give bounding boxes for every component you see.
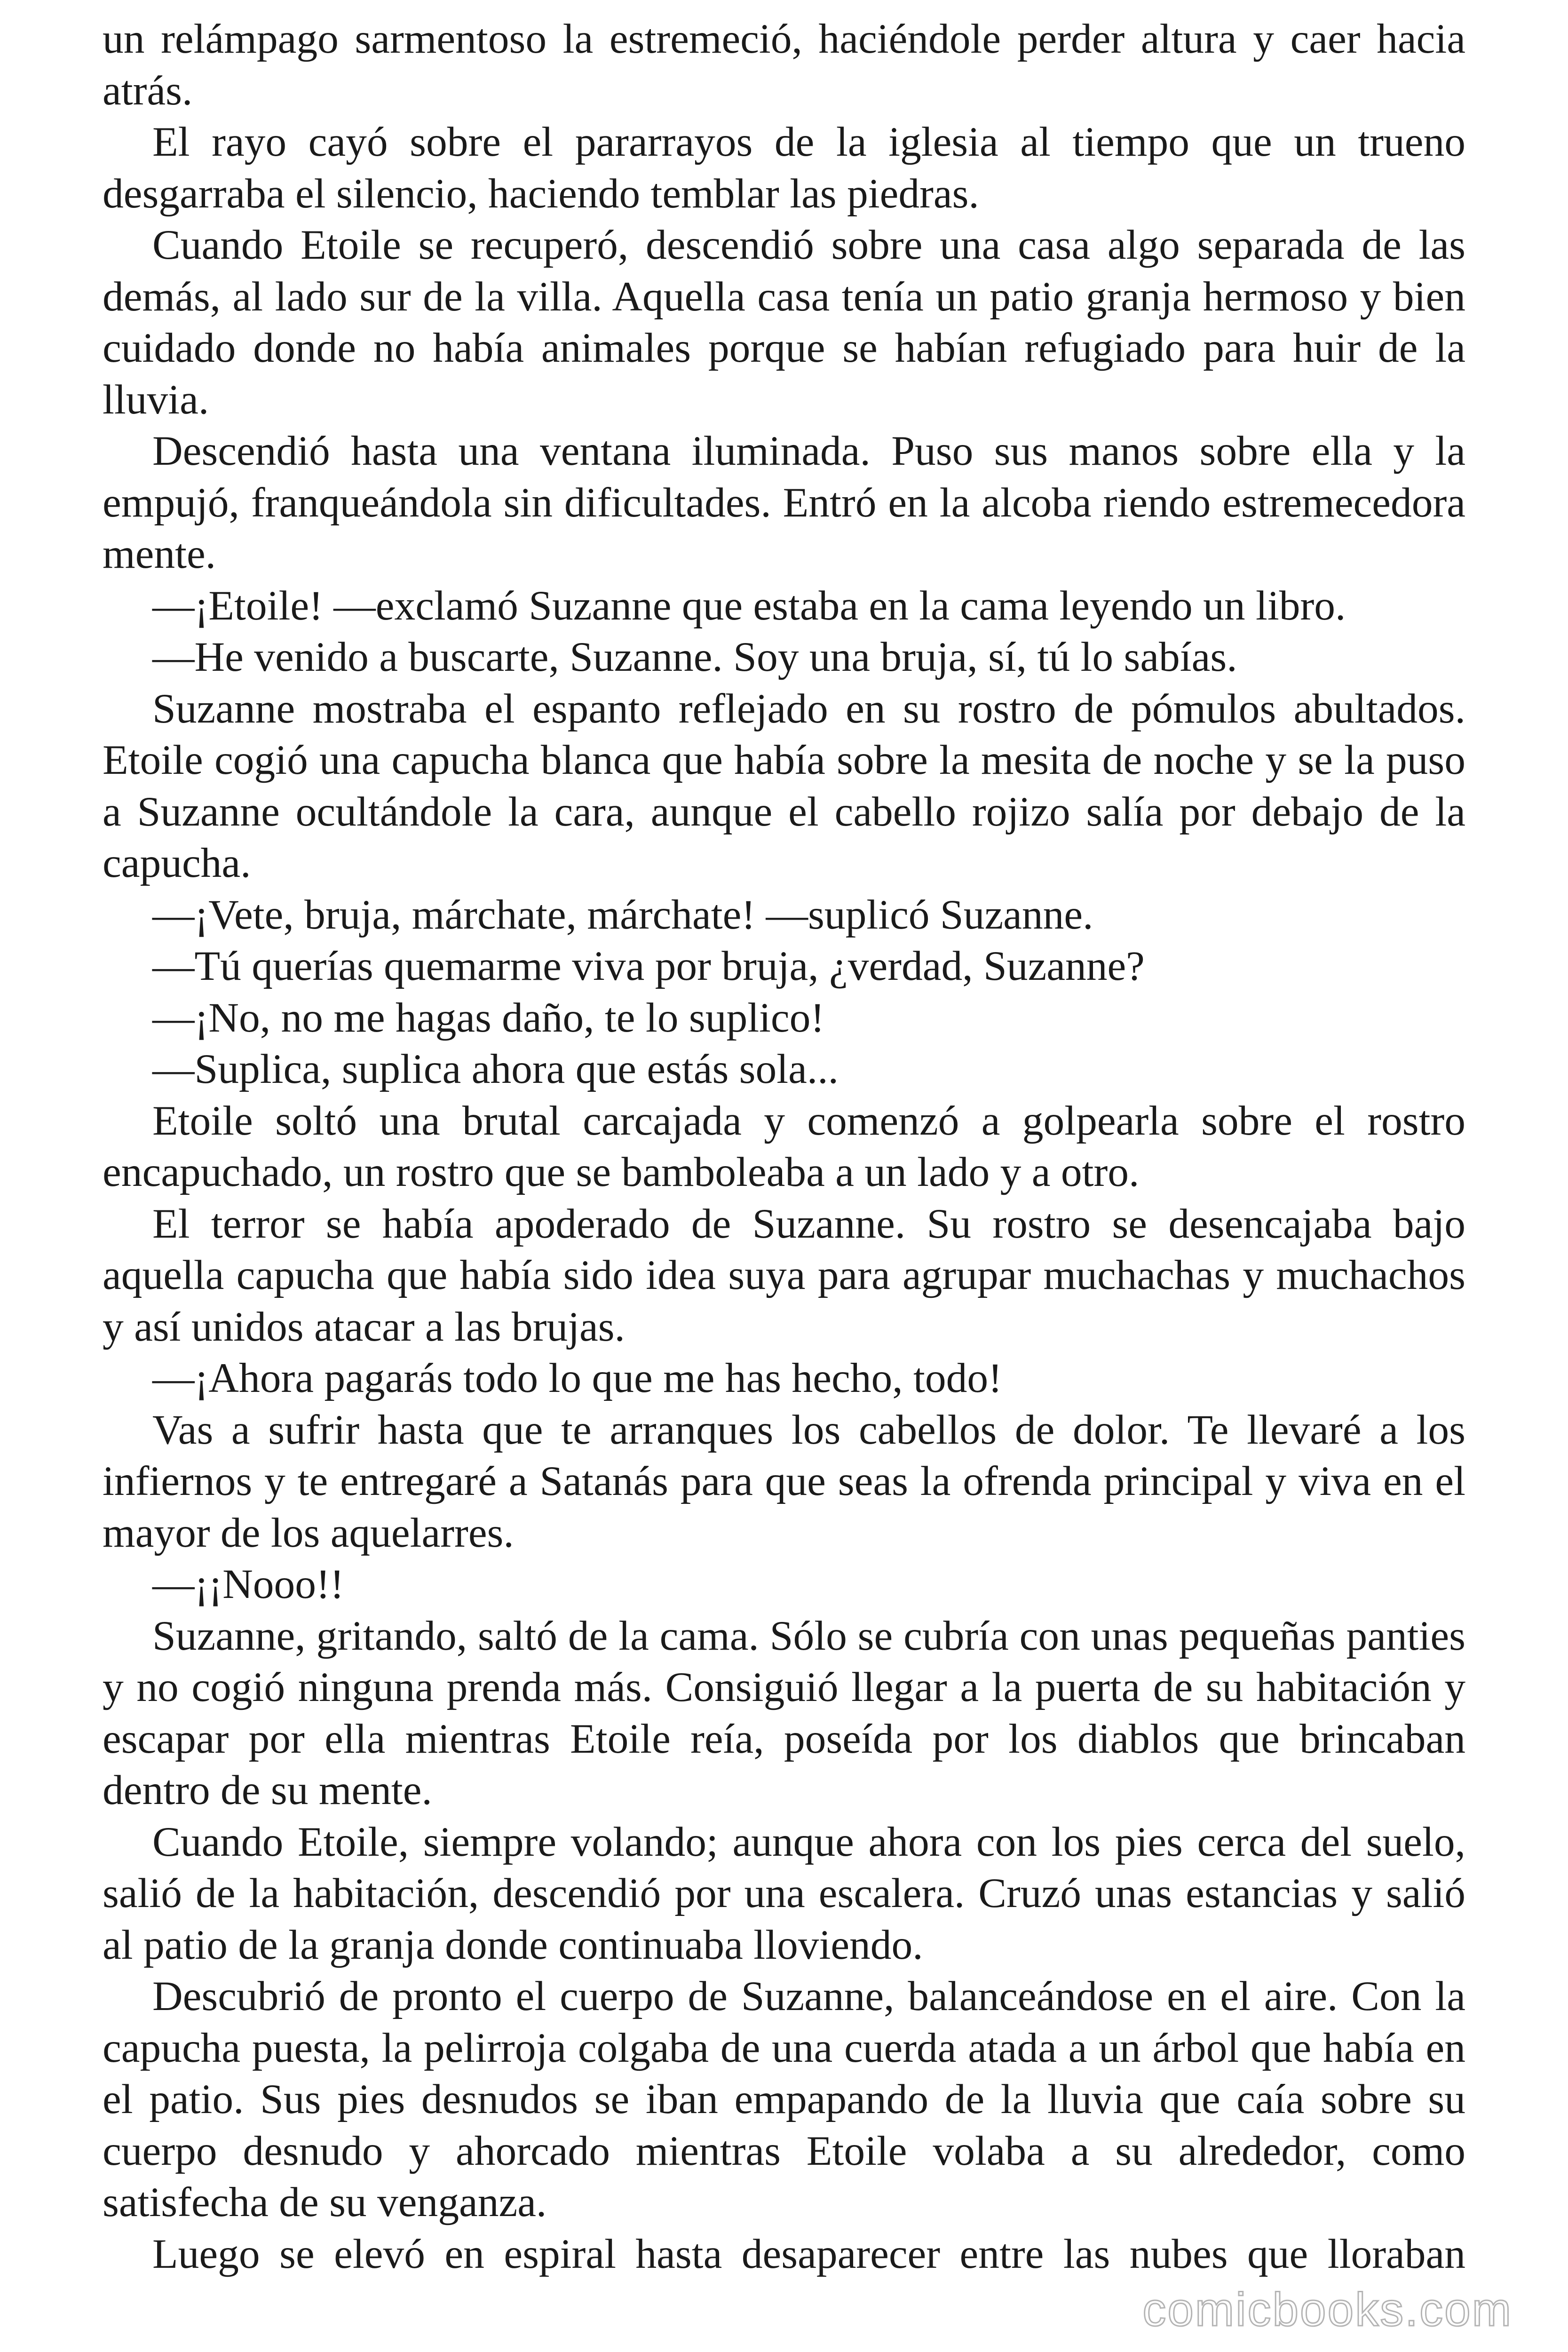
dialogue-line: —¡¡Nooo!! [152, 1561, 344, 1607]
paragraph: Suzanne, gritando, saltó de la cama. Sólo se cubría con unas pequeñas panties y no cogió ninguna prenda más. Consiguió llegar a la puerta de su habitación y escapar por ella mientras Etoile reía, poseída por los diablos que brincaban dentro de su mente. [103, 1612, 1465, 1813]
dialogue-line: —He venido a buscarte, Suzanne. Soy una bruja, sí, tú lo sabías. [152, 634, 1237, 680]
paragraph: Cuando Etoile se recuperó, descendió sobre una casa algo separada de las demás, al lado sur de la villa. Aquella casa tenía un patio granja hermoso y bien cuidado donde no había animales porque se habían refugiado para huir de la lluvia. [103, 222, 1465, 423]
paragraph: El terror se había apoderado de Suzanne. Su rostro se desencajaba bajo aquella capucha que había sido idea suya para agrupar muchachas y muchachos y así unidos atacar a las brujas. [103, 1200, 1465, 1350]
dialogue-line: —¡No, no me hagas daño, te lo suplico! [152, 994, 825, 1041]
paragraph: Luego se elevó en espiral hasta desaparecer entre las nubes que lloraban [152, 2230, 1465, 2277]
paragraph: Suzanne mostraba el espanto reflejado en su rostro de pómulos abultados. Etoile cogió una capucha blanca que había sobre la mesita de noche y se la puso a Suzanne ocultándole la cara, aunque el cabello rojizo salía por debajo de la capucha. [103, 685, 1465, 886]
dialogue-line: —Tú querías quemarme viva por bruja, ¿verdad, Suzanne? [152, 943, 1145, 989]
dialogue-line: —¡Etoile! —exclamó Suzanne que estaba en la cama leyendo un libro. [152, 582, 1346, 629]
book-page [103, 13, 1465, 2318]
dialogue-line: —¡Vete, bruja, márchate, márchate! —suplicó Suzanne. [152, 891, 1093, 938]
paragraph: Vas a sufrir hasta que te arranques los cabellos de dolor. Te llevaré a los infiernos y te entregaré a Satanás para que seas la ofrenda principal y viva en el mayor de los aquelarres. [103, 1406, 1465, 1556]
paragraph: Etoile soltó una brutal carcajada y comenzó a golpearla sobre el rostro encapuchado, un rostro que se bamboleaba a un lado y a otro. [103, 1097, 1465, 1195]
paragraph: Descendió hasta una ventana iluminada. Puso sus manos sobre ella y la empujó, franqueándola sin dificultades. Entró en la alcoba riendo estremecedora mente. [103, 428, 1465, 577]
watermark: comicbooks.com [1142, 2283, 1513, 2336]
paragraph: El rayo cayó sobre el pararrayos de la iglesia al tiempo que un trueno desgarraba el silencio, haciendo temblar las piedras. [103, 119, 1465, 217]
paragraph: Cuando Etoile, siempre volando; aunque ahora con los pies cerca del suelo, salió de la habitación, descendió por una escalera. Cruzó unas estancias y salió al patio de la granja donde continuaba lloviendo. [103, 1818, 1465, 1968]
dialogue-line: —¡Ahora pagarás todo lo que me has hecho, todo! [152, 1355, 1002, 1401]
dialogue-line: —Suplica, suplica ahora que estás sola... [152, 1046, 839, 1092]
paragraph: Descubrió de pronto el cuerpo de Suzanne, balanceándose en el aire. Con la capucha puesta, la pelirroja colgaba de una cuerda atada a un árbol que había en el patio. Sus pies desnudos se iban empapando de la lluvia que caía sobre su cuerpo desnudo y ahorcado mientras Etoile volaba a su alrededor, como satisfecha de su venganza. [103, 1973, 1465, 2225]
paragraph: un relámpago sarmentoso la estremeció, haciéndole perder altura y caer hacia atrás. [103, 16, 1465, 114]
